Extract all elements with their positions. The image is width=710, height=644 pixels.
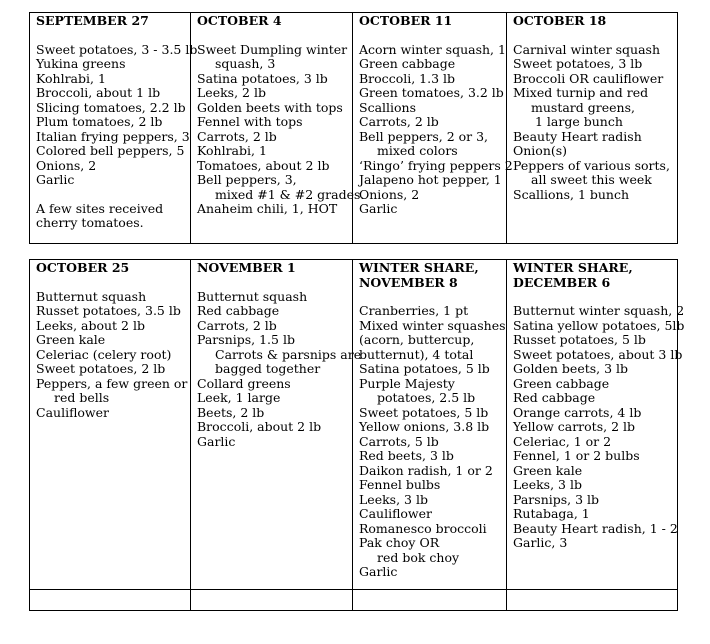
list-item: Russet potatoes, 5 lb [513,332,646,347]
week-cell [30,13,198,244]
list-item: Green tomatoes, 3.2 lb [359,85,504,100]
list-item-continuation: 1 large bunch [535,114,623,129]
list-item-note: bagged together [215,361,321,376]
list-item: Cauliflower [36,404,109,420]
list-item: Acorn winter squash, 1 [359,41,506,57]
list-item: Peppers of various sorts, [513,157,670,173]
week-header-line: WINTER SHARE, [513,260,633,275]
list-item: Beets, 2 lb [197,404,265,420]
list-item: Carnival winter squash [513,41,661,57]
week-header-line: OCTOBER 11 [359,13,453,28]
bottom-schedule-table [29,259,685,611]
list-item: Jalapeno hot pepper, 1 [359,172,502,187]
list-item: Parsnips, 1.5 lb [197,332,295,347]
list-item: Sweet potatoes, about 3 lb [513,346,683,362]
list-item: Scallions, 1 bunch [513,186,630,202]
week-header [197,14,352,29]
list-item-continuation: mixed colors [377,143,458,158]
list-item: Golden beets with tops [197,99,343,115]
list-item: Plum tomatoes, 2 lb [36,114,163,129]
list-item-continuation: mixed #1 & #2 grades. [215,186,365,202]
top-row [30,13,678,244]
list-item: Red cabbage [513,390,596,405]
list-item: Garlic [359,564,398,579]
list-item: Kohlrabi, 1 [36,70,106,86]
list-item-continuation: squash, 3 [215,56,276,71]
item-list [359,41,513,217]
list-item: Red cabbage [197,303,280,318]
list-item: Italian frying peppers, 3 [36,128,190,144]
week-cell [353,260,507,590]
item-list [36,290,190,421]
list-item: Daikon radish, 1 or 2 [359,462,493,478]
list-item: Satina potatoes, 5 lb [359,361,490,376]
list-item: (acorn, buttercup, [359,332,475,347]
note-line: A few sites received [36,200,164,216]
note-line: cherry tomatoes. [36,215,144,230]
list-item: Sweet potatoes, 5 lb [359,404,489,420]
week-header [36,261,190,276]
list-item: Romanesco broccoli [359,520,487,536]
list-item: Mixed winter squashes [359,317,506,333]
list-item-continuation: red bells [54,390,110,405]
list-item: Leek, 1 large [197,390,281,405]
list-item: Tomatoes, about 2 lb [197,157,330,173]
top-schedule-table [29,12,678,244]
week-header [513,261,677,290]
list-item-continuation: mustard greens, [531,99,635,115]
list-item: Garlic [197,433,236,449]
list-item: Onions, 2 [36,157,97,173]
list-item: Green kale [36,332,106,347]
list-item: Green cabbage [513,375,610,391]
list-item: Sweet potatoes, 3 lb [513,56,643,71]
week-header-line: OCTOBER 4 [197,13,282,28]
week-header [359,14,506,29]
list-item: Garlic [359,201,398,216]
week-header-line: NOVEMBER 8 [359,274,458,290]
list-item: Fennel, 1 or 2 bulbs [513,448,640,463]
list-item-continuation: red bok choy [377,549,460,565]
item-list [197,288,362,450]
list-item: Celeriac (celery root) [36,346,172,362]
list-item: Butternut squash [197,288,308,304]
week-cell [191,13,365,244]
week-header-line: DECEMBER 6 [513,274,611,290]
item-list [36,41,198,231]
empty-cell [191,590,353,611]
item-list [359,304,506,580]
list-item: Yellow carrots, 2 lb [513,419,635,434]
week-header-line: NOVEMBER 1 [197,260,296,275]
list-item: Golden beets, 3 lb [513,361,629,376]
list-item: Celeriac, 1 or 2 [513,433,612,449]
week-cell [30,260,191,590]
week-header [36,14,190,29]
list-item: Red beets, 3 lb [359,448,454,463]
list-item: Sweet Dumpling winter [197,41,348,57]
item-list [197,41,365,217]
week-cell [507,13,678,244]
list-item: Bell peppers, 3, [197,172,297,187]
list-item: Beauty Heart radish [513,128,642,144]
list-item: Cranberries, 1 pt [359,303,469,318]
week-header-line: OCTOBER 25 [36,260,130,275]
list-item: Fennel with tops [197,114,303,129]
list-item: Onion(s) [513,143,568,158]
list-item: Bell peppers, 2 or 3, [359,128,489,144]
item-list [513,43,677,203]
list-item: Scallions [359,99,417,115]
empty-cell [353,590,507,611]
list-item: butternut), 4 total [359,346,474,362]
list-item: Beauty Heart radish, 1 - 2 [513,520,678,536]
empty-cell [30,590,191,611]
list-item: Rutabaga, 1 [513,506,590,521]
list-item: Collard greens [197,375,291,391]
list-item: Broccoli, about 1 lb [36,85,161,100]
list-item: Yukina greens [36,56,126,71]
list-item: Broccoli, 1.3 lb [359,70,456,86]
week-header-line: OCTOBER 18 [513,13,607,28]
list-item: Leeks, about 2 lb [36,317,145,333]
empty-footer-row [30,590,678,611]
list-item-continuation: all sweet this week [531,172,652,187]
list-item: Satina yellow potatoes, 5lb [513,317,685,333]
list-item-continuation: potatoes, 2.5 lb [377,390,476,405]
list-item: Peppers, a few green or [36,375,188,391]
item-list [513,303,685,551]
week-header [359,261,506,290]
list-item: Sweet potatoes, 3 - 3.5 lb [36,41,198,57]
list-item: ‘Ringo’ frying peppers 2 [359,157,513,173]
list-item: Fennel bulbs [359,477,441,492]
list-item-note: Carrots & parsnips are [215,346,362,362]
list-item: Cauliflower [359,506,432,521]
list-item: Green cabbage [359,56,456,71]
list-item: Colored bell peppers, 5 [36,143,185,158]
week-cell [353,13,513,244]
list-item: Parsnips, 3 lb [513,491,600,507]
list-item: Leeks, 2 lb [197,85,266,100]
list-item: Broccoli OR cauliflower [513,70,664,86]
bottom-row [30,260,678,590]
list-item: Butternut squash [36,288,147,304]
list-item: Kohlrabi, 1 [197,143,267,158]
list-item: Anaheim chili, 1, HOT [197,201,338,216]
list-item: Mixed turnip and red [513,85,649,100]
list-item: Leeks, 3 lb [359,491,428,507]
week-header-line: SEPTEMBER 27 [36,13,149,28]
list-item: Sweet potatoes, 2 lb [36,361,166,376]
list-item: Leeks, 3 lb [513,477,582,492]
list-item: Satina potatoes, 3 lb [197,70,328,86]
list-item: Slicing tomatoes, 2.2 lb [36,99,186,115]
list-item: Garlic, 3 [513,535,568,550]
list-item: Yellow onions, 3.8 lb [359,419,490,434]
list-item: Carrots, 5 lb [359,433,439,449]
week-header [513,14,677,29]
spacer [36,188,190,202]
list-item: Garlic [36,172,75,187]
week-header-line: WINTER SHARE, [359,260,479,275]
list-item: Orange carrots, 4 lb [513,404,642,420]
list-item: Pak choy OR [359,535,440,550]
empty-cell [507,590,678,611]
week-cell [191,260,362,590]
list-item: Butternut winter squash, 2 [513,303,685,318]
list-item: Russet potatoes, 3.5 lb [36,303,181,318]
list-item: Onions, 2 [359,186,420,202]
list-item: Purple Majesty [359,375,455,391]
week-header [197,261,352,276]
list-item: Broccoli, about 2 lb [197,419,322,434]
week-cell [507,260,685,590]
list-item: Carrots, 2 lb [197,128,277,144]
list-item: Carrots, 2 lb [359,114,439,129]
list-item: Green kale [513,462,583,478]
list-item: Carrots, 2 lb [197,317,277,333]
